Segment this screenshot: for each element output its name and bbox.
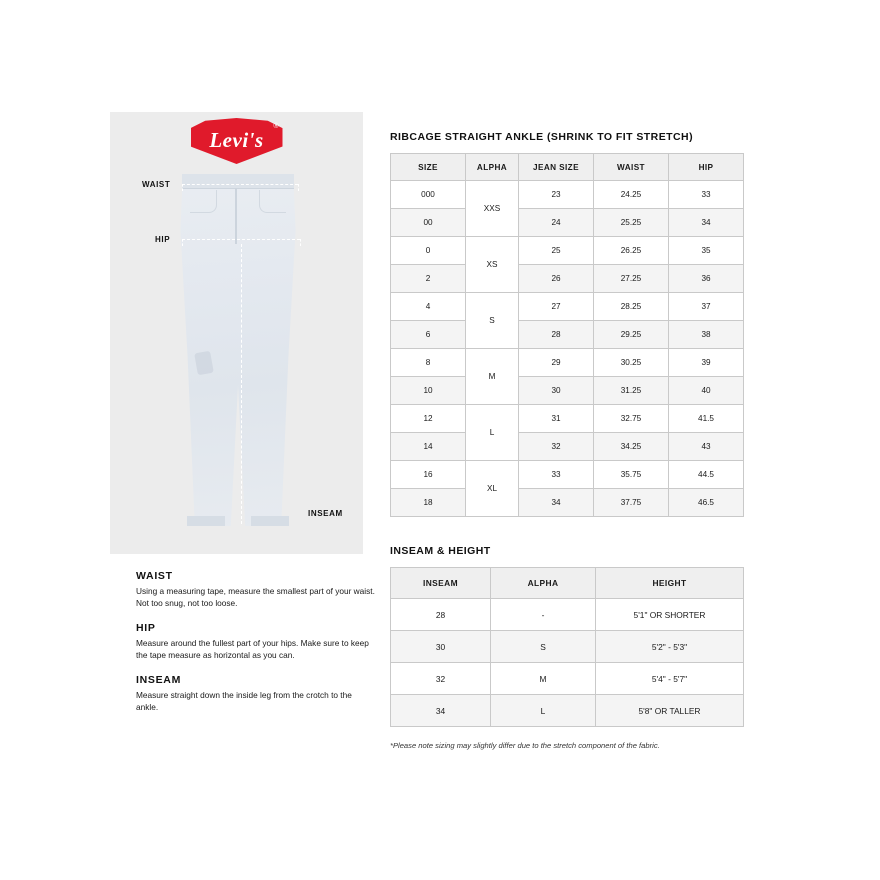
cell-alpha: XL xyxy=(466,461,519,517)
table-row xyxy=(391,181,744,209)
cell-hip: 38 xyxy=(669,321,744,349)
table-row xyxy=(391,209,744,237)
waist-guide-line xyxy=(182,184,298,185)
cell-height: 5'4" - 5'7" xyxy=(596,663,744,695)
cell-size: 8 xyxy=(391,349,466,377)
size-table-th-hip: HIP xyxy=(669,154,744,181)
table-row xyxy=(391,265,744,293)
cell-waist: 24.25 xyxy=(594,181,669,209)
cell-jean-size: 28 xyxy=(519,321,594,349)
cell-waist: 37.75 xyxy=(594,489,669,517)
cell-waist: 29.25 xyxy=(594,321,669,349)
table-row xyxy=(391,489,744,517)
table-row xyxy=(391,293,744,321)
cell-waist: 28.25 xyxy=(594,293,669,321)
guide-waist-heading: WAIST xyxy=(136,570,173,582)
jeans-pocket-left xyxy=(190,190,217,213)
cell-jean-size: 31 xyxy=(519,405,594,433)
hip-measure-label: HIP xyxy=(155,235,171,244)
cell-jean-size: 27 xyxy=(519,293,594,321)
jeans-image xyxy=(178,174,298,526)
waist-measure-label: WAIST xyxy=(142,180,171,189)
cell-waist: 25.25 xyxy=(594,209,669,237)
guide-waist xyxy=(136,570,376,609)
cell-jean-size: 32 xyxy=(519,433,594,461)
jeans-body xyxy=(178,174,298,526)
cell-alpha: S xyxy=(491,631,596,663)
cell-hip: 46.5 xyxy=(669,489,744,517)
cell-size: 6 xyxy=(391,321,466,349)
cell-alpha: M xyxy=(466,349,519,405)
levis-logo xyxy=(191,118,283,164)
cell-alpha: S xyxy=(466,293,519,349)
cell-alpha: XS xyxy=(466,237,519,293)
inseam-table xyxy=(390,567,744,727)
table-row xyxy=(391,663,744,695)
left-column xyxy=(110,112,363,554)
guide-inseam-heading: INSEAM xyxy=(136,674,182,687)
guide-inseam xyxy=(136,674,376,713)
size-table-title: RIBCAGE STRAIGHT ANKLE (SHRINK TO FIT STRETCH) xyxy=(390,131,694,143)
cell-alpha: L xyxy=(491,695,596,727)
cell-waist: 27.25 xyxy=(594,265,669,293)
cell-size: 4 xyxy=(391,293,466,321)
guide-hip-body: Measure around the fullest part of your hips. Make sure to keep the tape measure as horizontal as you can. xyxy=(136,638,369,661)
cell-size: 16 xyxy=(391,461,466,489)
guide-inseam-body: Measure straight down the inside leg from the crotch to the ankle. xyxy=(136,690,352,713)
product-illustration-panel xyxy=(110,112,363,554)
size-table-th-alpha: ALPHA xyxy=(466,154,519,181)
table-row xyxy=(391,433,744,461)
cell-hip: 40 xyxy=(669,377,744,405)
sizing-footnote: *Please note sizing may slightly differ due to the stretch component of the fabric. xyxy=(390,741,660,750)
cell-waist: 31.25 xyxy=(594,377,669,405)
cell-hip: 36 xyxy=(669,265,744,293)
waist-guide-tick-left xyxy=(182,184,183,191)
cell-waist: 30.25 xyxy=(594,349,669,377)
cell-inseam: 28 xyxy=(391,599,491,631)
size-table-body xyxy=(391,181,744,517)
jeans-hem-left xyxy=(187,516,225,526)
inseam-table-body xyxy=(391,599,744,727)
cell-hip: 44.5 xyxy=(669,461,744,489)
table-row xyxy=(391,321,744,349)
table-row xyxy=(391,349,744,377)
cell-waist: 32.75 xyxy=(594,405,669,433)
guide-hip-heading: HIP xyxy=(136,622,156,635)
inseam-table-title: INSEAM & HEIGHT xyxy=(390,545,491,557)
guide-hip xyxy=(136,622,376,661)
cell-waist: 35.75 xyxy=(594,461,669,489)
jeans-hem-right xyxy=(251,516,289,526)
cell-alpha: M xyxy=(491,663,596,695)
size-table-header-row xyxy=(391,154,744,181)
cell-size: 18 xyxy=(391,489,466,517)
registered-mark-icon: ® xyxy=(273,123,279,130)
cell-inseam: 32 xyxy=(391,663,491,695)
table-row xyxy=(391,631,744,663)
waist-guide-tick-right xyxy=(298,184,299,191)
cell-hip: 34 xyxy=(669,209,744,237)
hip-guide-line xyxy=(182,239,300,240)
cell-size: 00 xyxy=(391,209,466,237)
table-row xyxy=(391,237,744,265)
cell-jean-size: 26 xyxy=(519,265,594,293)
cell-inseam: 34 xyxy=(391,695,491,727)
levis-wordmark: Levi's xyxy=(209,128,264,152)
table-row xyxy=(391,695,744,727)
cell-inseam: 30 xyxy=(391,631,491,663)
inseam-measure-label: INSEAM xyxy=(308,509,343,518)
cell-alpha: - xyxy=(491,599,596,631)
cell-size: 0 xyxy=(391,237,466,265)
hip-guide-tick-left xyxy=(182,239,183,246)
cell-jean-size: 34 xyxy=(519,489,594,517)
jeans-waistband xyxy=(182,174,294,189)
cell-jean-size: 25 xyxy=(519,237,594,265)
cell-jean-size: 23 xyxy=(519,181,594,209)
cell-height: 5'8" OR TALLER xyxy=(596,695,744,727)
jeans-fly xyxy=(235,188,237,244)
cell-hip: 41.5 xyxy=(669,405,744,433)
table-row xyxy=(391,599,744,631)
cell-alpha: L xyxy=(466,405,519,461)
cell-height: 5'2" - 5'3" xyxy=(596,631,744,663)
cell-hip: 33 xyxy=(669,181,744,209)
cell-size: 14 xyxy=(391,433,466,461)
hip-guide-tick-right xyxy=(300,239,301,246)
cell-jean-size: 30 xyxy=(519,377,594,405)
cell-size: 2 xyxy=(391,265,466,293)
cell-jean-size: 24 xyxy=(519,209,594,237)
guide-waist-body: Using a measuring tape, measure the smallest part of your waist. Not too snug, not too loose. xyxy=(136,586,375,609)
table-row xyxy=(391,405,744,433)
inseam-section xyxy=(390,545,743,750)
cell-hip: 35 xyxy=(669,237,744,265)
inseam-table-th-inseam: INSEAM xyxy=(391,568,491,599)
cell-height: 5'1" OR SHORTER xyxy=(596,599,744,631)
cell-jean-size: 33 xyxy=(519,461,594,489)
inseam-guide-line xyxy=(241,244,242,524)
table-row xyxy=(391,377,744,405)
cell-waist: 34.25 xyxy=(594,433,669,461)
cell-alpha: XXS xyxy=(466,181,519,237)
cell-hip: 37 xyxy=(669,293,744,321)
jeans-pocket-right xyxy=(259,190,286,213)
size-table-th-jean-size: JEAN SIZE xyxy=(519,154,594,181)
cell-hip: 43 xyxy=(669,433,744,461)
right-column xyxy=(390,131,743,750)
table-row xyxy=(391,461,744,489)
size-table-th-waist: WAIST xyxy=(594,154,669,181)
cell-size: 12 xyxy=(391,405,466,433)
inseam-table-th-height: HEIGHT xyxy=(596,568,744,599)
size-table xyxy=(390,153,744,517)
measurement-guides xyxy=(136,570,376,726)
cell-size: 10 xyxy=(391,377,466,405)
cell-size: 000 xyxy=(391,181,466,209)
size-table-th-size: SIZE xyxy=(391,154,466,181)
cell-waist: 26.25 xyxy=(594,237,669,265)
cell-jean-size: 29 xyxy=(519,349,594,377)
inseam-table-header-row xyxy=(391,568,744,599)
inseam-table-th-alpha: ALPHA xyxy=(491,568,596,599)
cell-hip: 39 xyxy=(669,349,744,377)
